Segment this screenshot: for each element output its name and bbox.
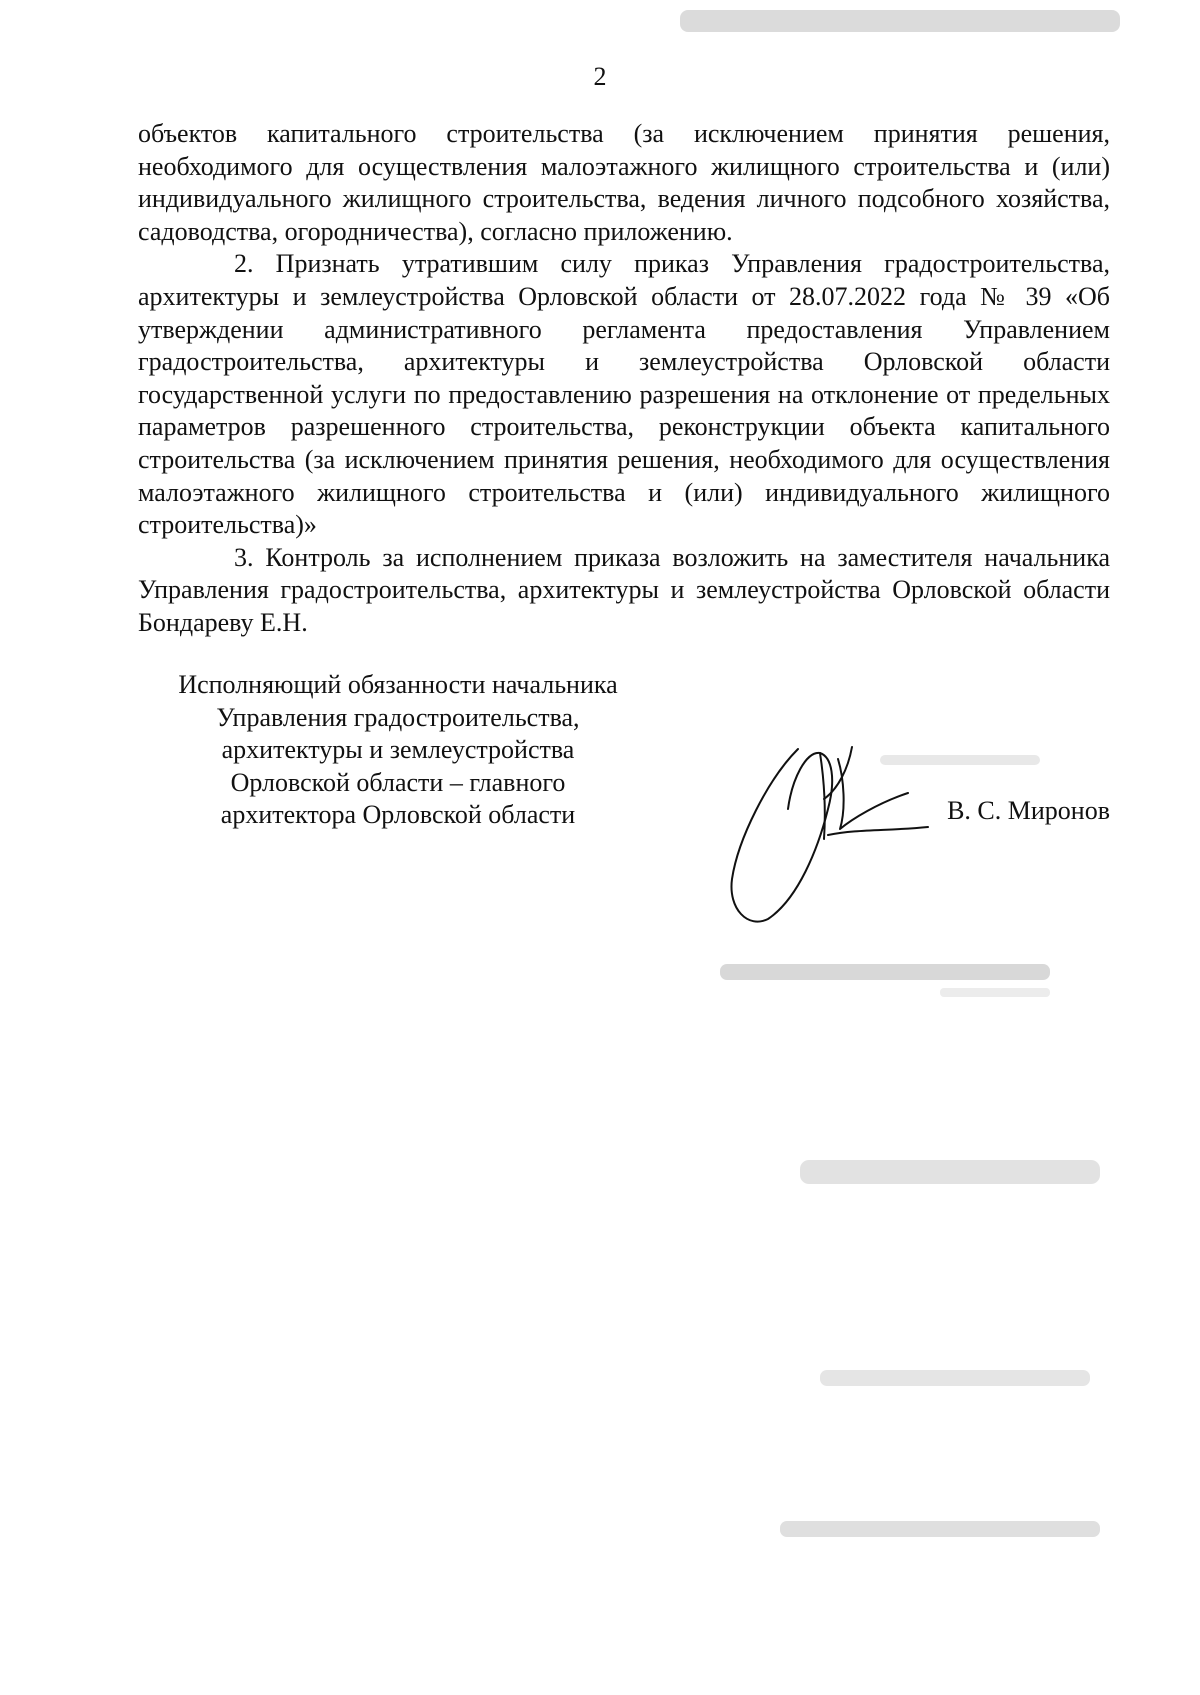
page-number: 2 (593, 62, 607, 91)
document-body (138, 118, 1110, 640)
paragraph-continuation: объектов капитального строительства (за исключением принятия решения, необходимого для осуществления малоэтажного жилищного строительства и (или) индивидуального жилищного строительства, ведения личного подсобного хозяйства, садоводства, огородничества), согласно приложению. (138, 119, 1110, 246)
handwritten-signature (728, 739, 1008, 929)
paragraph-item-3: 3. Контроль за исполнением приказа возложить на заместителя начальника Управления градостроительства, архитектуры и землеустройства Орловской области Бондареву Е.Н. (138, 542, 1110, 637)
paragraph-item-2: 2. Признать утратившим силу приказ Управления градостроительства, архитектуры и землеустройства Орловской области от 28.07.2022 года № 39 «Об утверждении административного регламента предоставления Управлением градостроительства, архитектуры и землеустройства Орловской области государственной услуги по предоставлению разрешения на отклонение от предельных параметров разрешенного строительства, реконструкции объекта капитального строительства (за исключением принятия решения, необходимого для осуществления малоэтажного жилищного строительства и (или) индивидуального жилищного строительства)» (138, 249, 1110, 540)
signer-name: В. С. Миронов (947, 796, 1110, 825)
signer-position-line: Исполняющий обязанности начальника (178, 670, 618, 699)
signer-position (138, 669, 658, 832)
signature-block (138, 669, 1110, 889)
signer-position-line: архитектуры и землеустройства (221, 735, 575, 765)
signer-position-line: Орловской области – главного (230, 767, 566, 797)
signer-position-line: Управления градостроительства, (216, 702, 580, 732)
signer-position-line: архитектора Орловской области (220, 800, 576, 830)
